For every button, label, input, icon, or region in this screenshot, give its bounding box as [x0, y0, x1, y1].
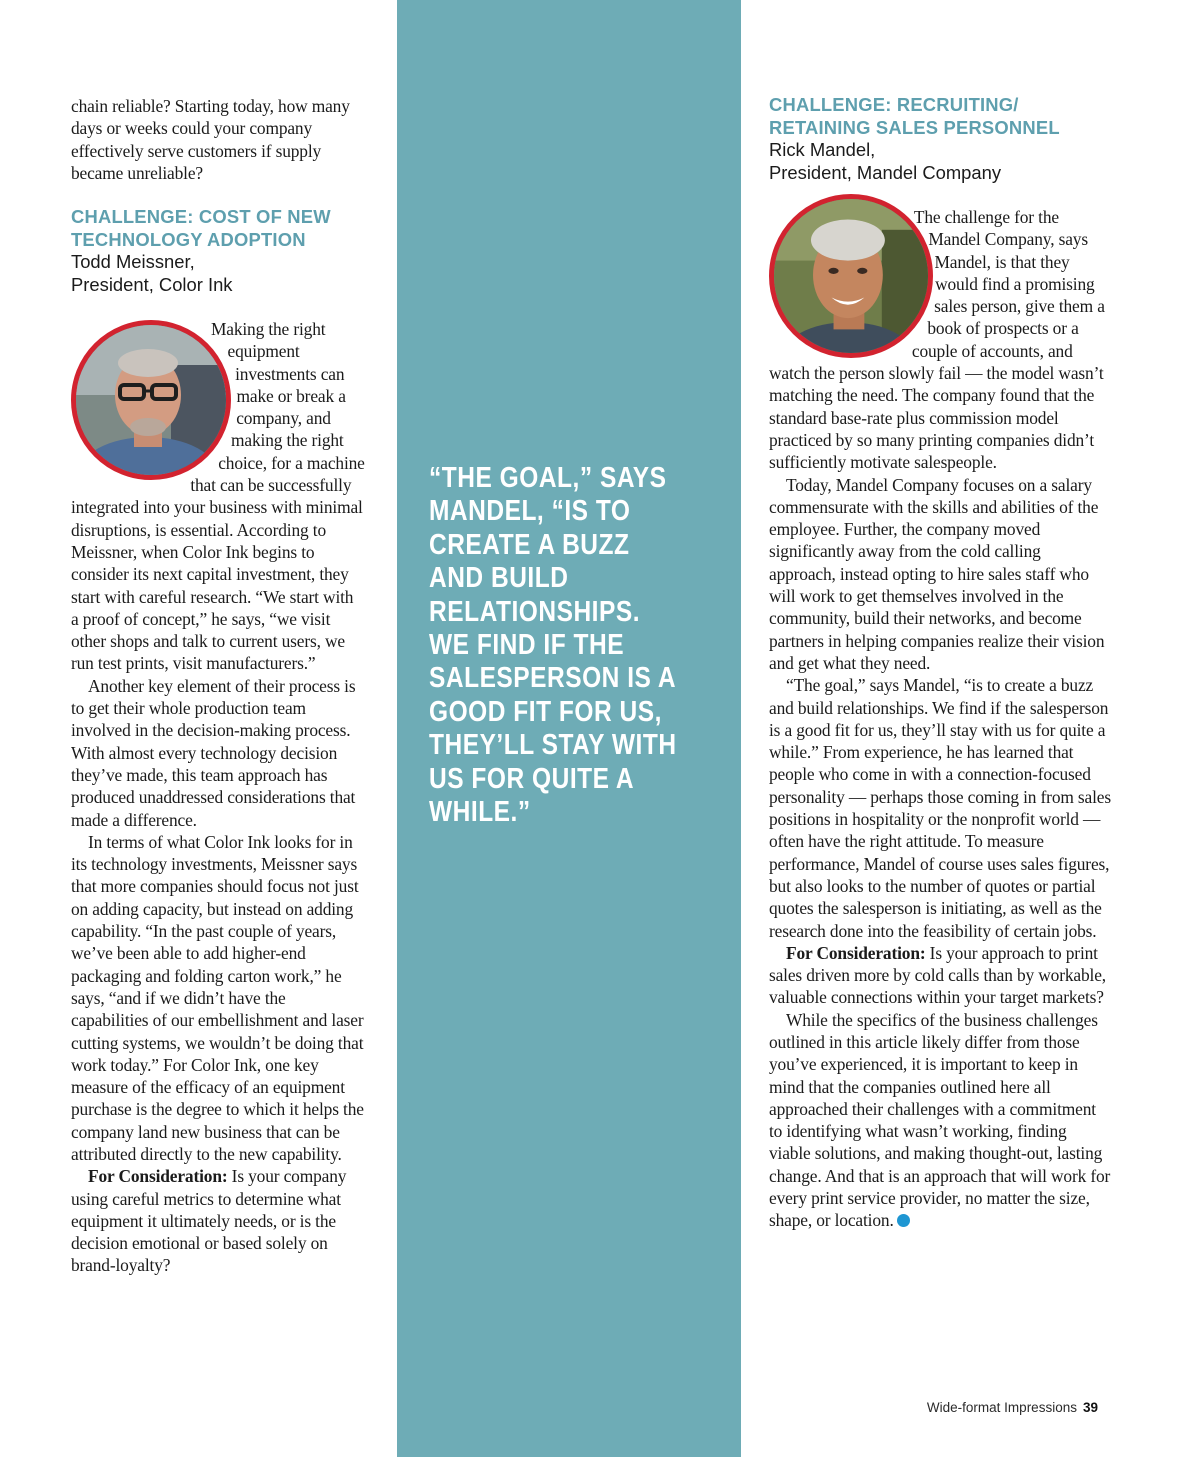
paragraph-2: Today, Mandel Company focuses on a salary commensurate with the skills and abilities of the employee. Further, the company moved significantly away from the cold calling approach, instead opting to hire sales staff who will work to get themselves involved in the community, build their networks, and become partners in helping companies realize their vision and get what they need.: [769, 474, 1105, 673]
challenge-block-color-ink: [71, 206, 371, 296]
closing-text: While the specifics of the business challenges outlined in this article likely differ from those you’ve experienced, it is important to keep in mind that the companies outlined here all approached their challenges with a commitment to identifying what wasn’t working, finding viable solutions, and making thought-out, lasting change. And that is an approach that will work for every print service provider, no matter the size, shape, or location.: [769, 1009, 1111, 1231]
closing-paragraph: [769, 1009, 1111, 1232]
for-consideration-text: Is your approach to print sales driven more by cold calls than by workable, valuable connections within your target markets?: [769, 942, 1106, 1008]
challenge-heading: [71, 206, 371, 251]
paragraph-3: In terms of what Color Ink looks for in its technology investments, Meissner says that more companies should focus not just on adding capacity, but instead on adding capability. “In the past couple of years, we’ve been able to add higher-end packaging and folding carton work,” he says, “and if we didn’t have the capabilities of our embellishment and laser cutting systems, we wouldn’t be doing that work today.” For Color Ink, one key measure of the efficacy of an equipment purchase is the degree to which it helps the company land new business that can be attributed directly to the new capability.: [71, 831, 364, 1164]
article-body-left: [71, 318, 365, 1277]
portrait-todd-meissner: [71, 320, 231, 480]
for-consideration-label: For Consideration:: [88, 1166, 228, 1187]
person-name: Rick Mandel,: [769, 139, 876, 161]
end-of-article-dot-icon: [897, 1214, 910, 1227]
pull-quote: “THE GOAL,” SAYS MANDEL, “IS TO CREATE A BUZZ AND BUILD RELATIONSHIPS. WE FIND IF THE SALESPERSON IS A GOOD FIT FOR US, THEY’LL STAY WITH US FOR QUITE A WHILE.”: [429, 462, 677, 829]
intro-text: chain reliable? Starting today, how many days or weeks could your company effectively serve customers if supply became unreliable?: [71, 96, 350, 183]
person-title: President, Mandel Company: [769, 161, 1002, 183]
intro-paragraph: [71, 95, 361, 184]
byline: [71, 251, 371, 296]
publication-name: Wide-format Impressions: [926, 1400, 1077, 1415]
article-body-right: [769, 206, 1111, 1232]
page-footer: [927, 1400, 1098, 1415]
challenge-heading-line2: TECHNOLOGY ADOPTION: [71, 228, 306, 250]
for-consideration-right: [769, 942, 1111, 1009]
for-consideration-label: For Consideration:: [786, 942, 926, 963]
for-consideration-left: [71, 1165, 365, 1276]
person-name: Todd Meissner,: [71, 251, 195, 273]
pull-quote-band: [397, 0, 741, 1457]
challenge-block-mandel: [769, 94, 1114, 184]
challenge-heading-line1: CHALLENGE: COST OF NEW: [71, 206, 331, 227]
byline: [769, 139, 1114, 184]
man-with-glasses-photo: [76, 325, 226, 475]
challenge-heading-line1: CHALLENGE: RECRUITING/: [769, 94, 1019, 115]
paragraph-2: Another key element of their process is to get their whole production team involved in the decision-making process. With almost every technology decision they’ve made, this team approach has produced unaddressed considerations that made a difference.: [71, 675, 356, 830]
smiling-man-photo: [774, 199, 928, 353]
paragraph-1: The challenge for the Mandel Company, says Mandel, is that they would find a promising sales person, give them a book of prospects or a couple of accounts, and watch the person slowly fail — the model wasn’t matching the need. The company found that the standard base-rate plus commission model practiced by so many printing companies didn’t sufficiently motivate salespeople.: [769, 207, 1105, 473]
person-title: President, Color Ink: [71, 273, 233, 295]
portrait-rick-mandel: [769, 194, 933, 358]
for-consideration-text: Is your company using careful metrics to determine what equipment it ultimately needs, or is the decision emotional or based solely on brand-loyalty?: [71, 1166, 347, 1276]
paragraph-1: Making the right equipment investments can make or break a company, and making the right choice, for a machine that can be successfully integrated into your business with minimal disruptions, is essential. According to Meissner, when Color Ink begins to consider its next capital investment, they start with careful research. “We start with a proof of concept,” he says, “we visit other shops and talk to current users, we run test prints, visit manufacturers.”: [71, 319, 365, 674]
challenge-heading-line2: RETAINING SALES PERSONNEL: [769, 116, 1060, 138]
page-number: 39: [1082, 1400, 1098, 1415]
paragraph-3: “The goal,” says Mandel, “is to create a buzz and build relationships. We find if the salesperson is a good fit for us, they’ll stay with us for quite a while.” From experience, he has learned that people who come in with a connection-focused personality — perhaps those coming in from sales positions in hospitality or the nonprofit world — often have the right attitude. To measure performance, Mandel of course uses sales figures, but also looks to the number of quotes or partial quotes the salesperson is initiating, as well as the research done into the feasibility of certain jobs.: [769, 675, 1111, 941]
challenge-heading: [769, 94, 1114, 139]
